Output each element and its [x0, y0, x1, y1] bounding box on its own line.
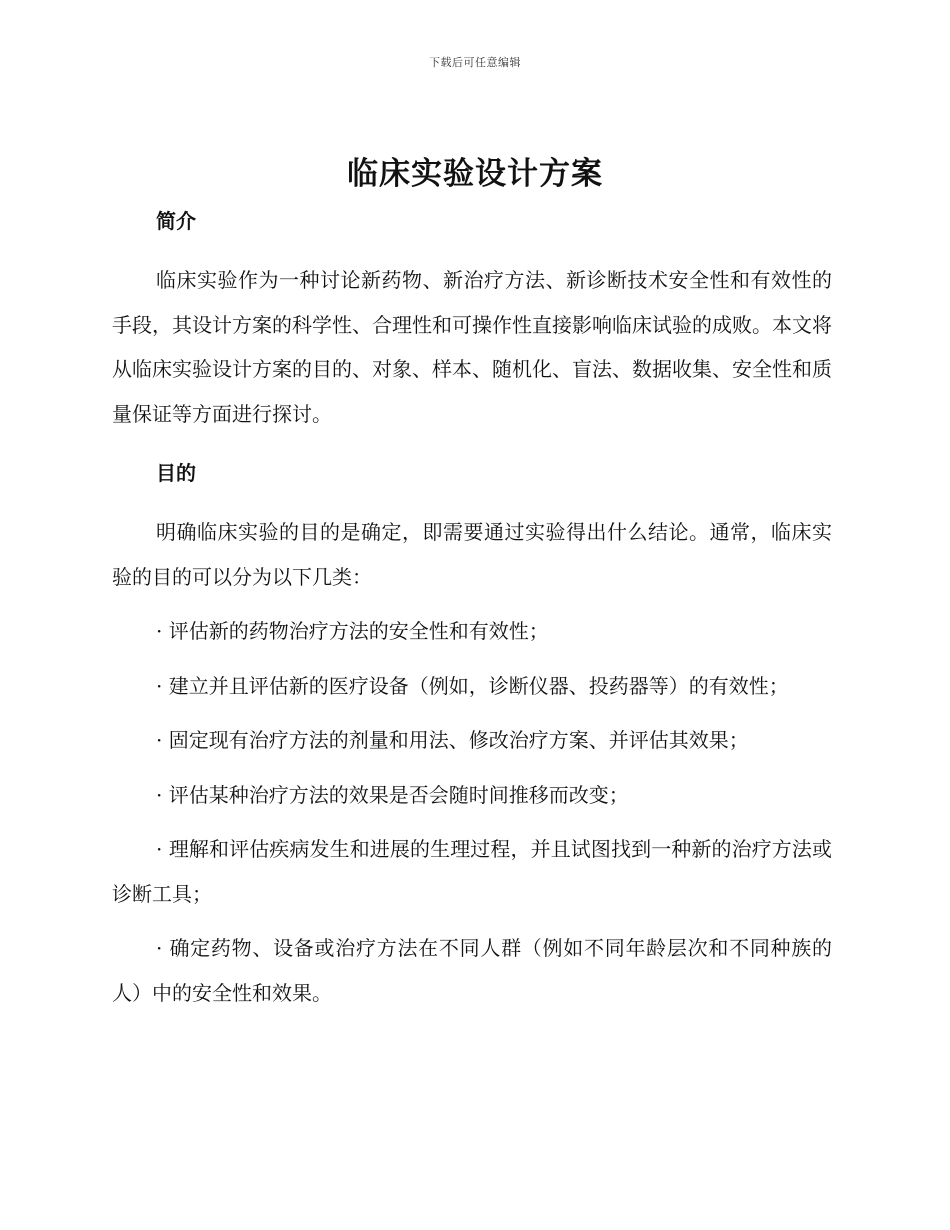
document-body	[112, 204, 832, 1015]
section-heading-intro: 简介	[156, 209, 196, 233]
purpose-bullet-item: · 建立并且评估新的医疗设备（例如，诊断仪器、投药器等）的有效性；	[156, 673, 789, 698]
intro-paragraph: 临床实验作为一种讨论新药物、新治疗方法、新诊断技术安全性和有效性的手段，其设计方案的科学性、合理性和可操作性直接影响临床试验的成败。本文将从临床实验设计方案的目的、对象、样本、随机化、盲法、数据收集、安全性和质量保证等方面进行探讨。	[112, 268, 832, 426]
document-title: 临床实验设计方案	[347, 156, 603, 192]
section-heading-purpose: 目的	[156, 461, 196, 485]
page-header-note: 下载后可任意编辑	[429, 56, 521, 69]
purpose-bullet-item: · 理解和评估疾病发生和进展的生理过程，并且试图找到一种新的治疗方法或诊断工具；	[112, 837, 832, 906]
purpose-bullet-item: · 评估新的药物治疗方法的安全性和有效性；	[156, 619, 549, 643]
purpose-bullet-item: · 确定药物、设备或治疗方法在不同人群（例如不同年龄层次和不同种族的人）中的安全性和效果。	[112, 936, 832, 1005]
purpose-paragraph: 明确临床实验的目的是确定，即需要通过实验得出什么结论。通常，临床实验的目的可以分为以下几类：	[112, 520, 832, 589]
purpose-bullet-item: · 固定现有治疗方法的剂量和用法、修改治疗方案、并评估其效果；	[156, 728, 749, 752]
purpose-bullet-item: · 评估某种治疗方法的效果是否会随时间推移而改变；	[156, 782, 629, 807]
